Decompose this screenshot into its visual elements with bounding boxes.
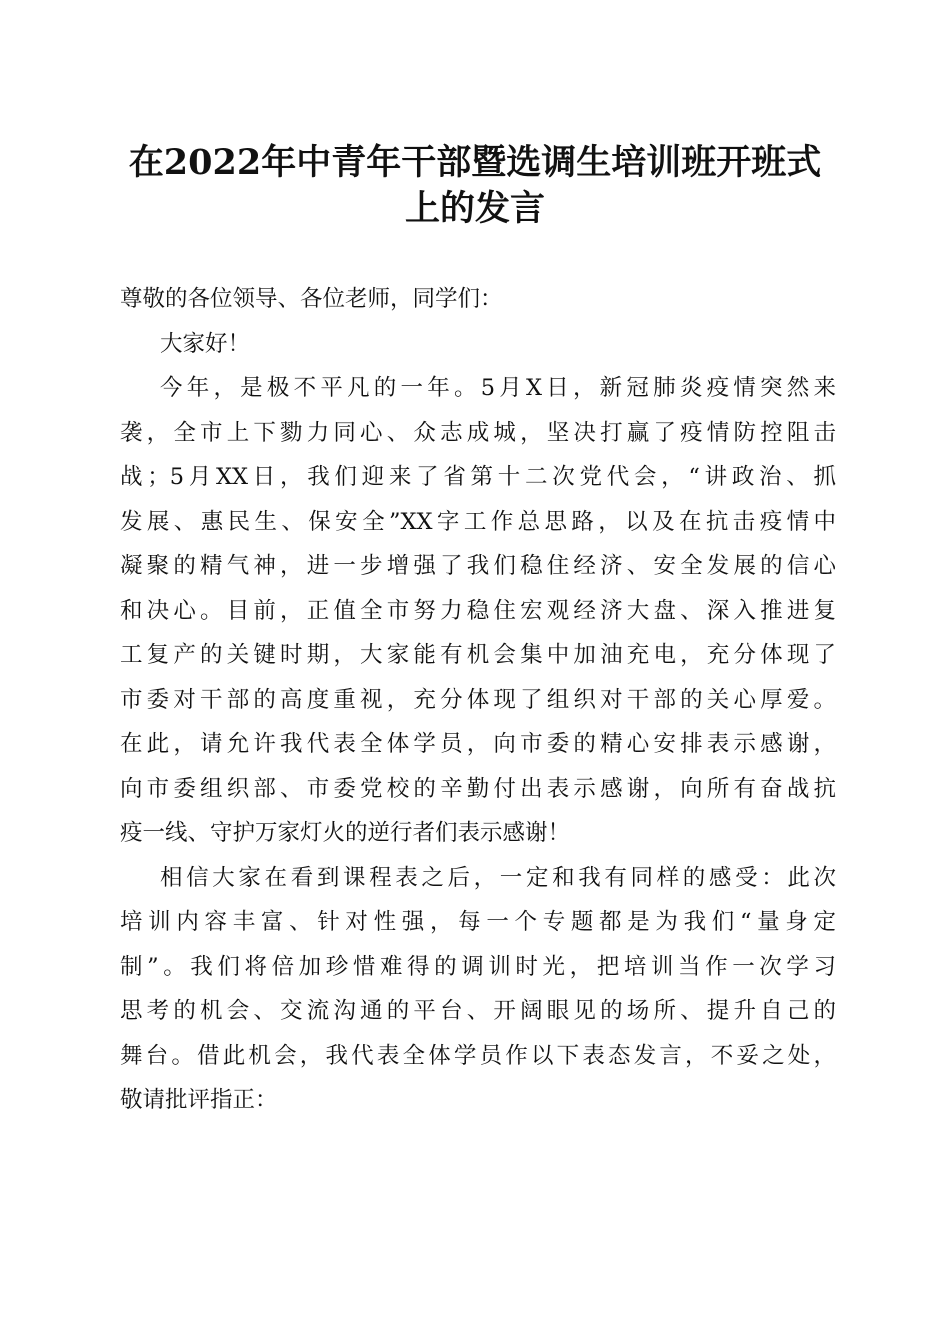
greeting: 大家好！ bbox=[160, 330, 251, 357]
paragraph-1-line: 市委对干部的高度重视，充分体现了组织对干部的关心厚爱。 bbox=[120, 686, 836, 713]
paragraph-1 bbox=[120, 366, 836, 856]
paragraph-1-line: 工复产的关键时期，大家能有机会集中加油充电，充分体现了 bbox=[120, 642, 836, 668]
paragraph-2 bbox=[120, 856, 836, 1123]
document-title-line-1: 在2022年中青年干部暨选调生培训班开班式 bbox=[128, 142, 822, 183]
paragraph-2-line: 敬请批评指正： bbox=[120, 1087, 278, 1113]
document-body bbox=[120, 277, 836, 1123]
document-title-line-2: 上的发言 bbox=[404, 188, 545, 229]
paragraph-2-line: 思考的机会、交流沟通的平台、开阔眼见的场所、提升自己的 bbox=[120, 998, 836, 1024]
salutation: 尊敬的各位领导、各位老师，同学们： bbox=[120, 286, 503, 312]
paragraph-1-line: 今年，是极不平凡的一年。5月X日，新冠肺炎疫情突然来 bbox=[160, 375, 836, 401]
paragraph-2-line: 培训内容丰富、针对性强，每一个专题都是为我们“量身定 bbox=[120, 909, 836, 935]
paragraph-1-line: 疫一线、守护万家灯火的逆行者们表示感谢！ bbox=[120, 820, 571, 846]
paragraph-1-line: 发展、惠民生、保安全”XX字工作总思路，以及在抗击疫情中 bbox=[120, 508, 836, 535]
paragraph-1-line: 在此，请允许我代表全体学员，向市委的精心安排表示感谢， bbox=[120, 731, 836, 757]
paragraph-2-line: 舞台。借此机会，我代表全体学员作以下表态发言，不妥之处， bbox=[120, 1042, 836, 1069]
paragraph-1-line: 凝聚的精气神，进一步增强了我们稳住经济、安全发展的信心 bbox=[120, 553, 836, 579]
paragraph-2-line: 相信大家在看到课程表之后，一定和我有同样的感受：此次 bbox=[160, 864, 836, 891]
paragraph-2-line: 制”。我们将倍加珍惜难得的调训时光，把培训当作一次学习 bbox=[120, 953, 836, 980]
paragraph-1-line: 和决心。目前，正值全市努力稳住宏观经济大盘、深入推进复 bbox=[120, 597, 836, 624]
paragraph-1-line: 战；5月XX日，我们迎来了省第十二次党代会，“讲政治、抓 bbox=[120, 464, 836, 490]
paragraph-1-line: 袭，全市上下勠力同心、众志成城，坚决打赢了疫情防控阻击 bbox=[120, 419, 836, 446]
paragraph-1-line: 向市委组织部、市委党校的辛勤付出表示感谢，向所有奋战抗 bbox=[120, 775, 836, 802]
